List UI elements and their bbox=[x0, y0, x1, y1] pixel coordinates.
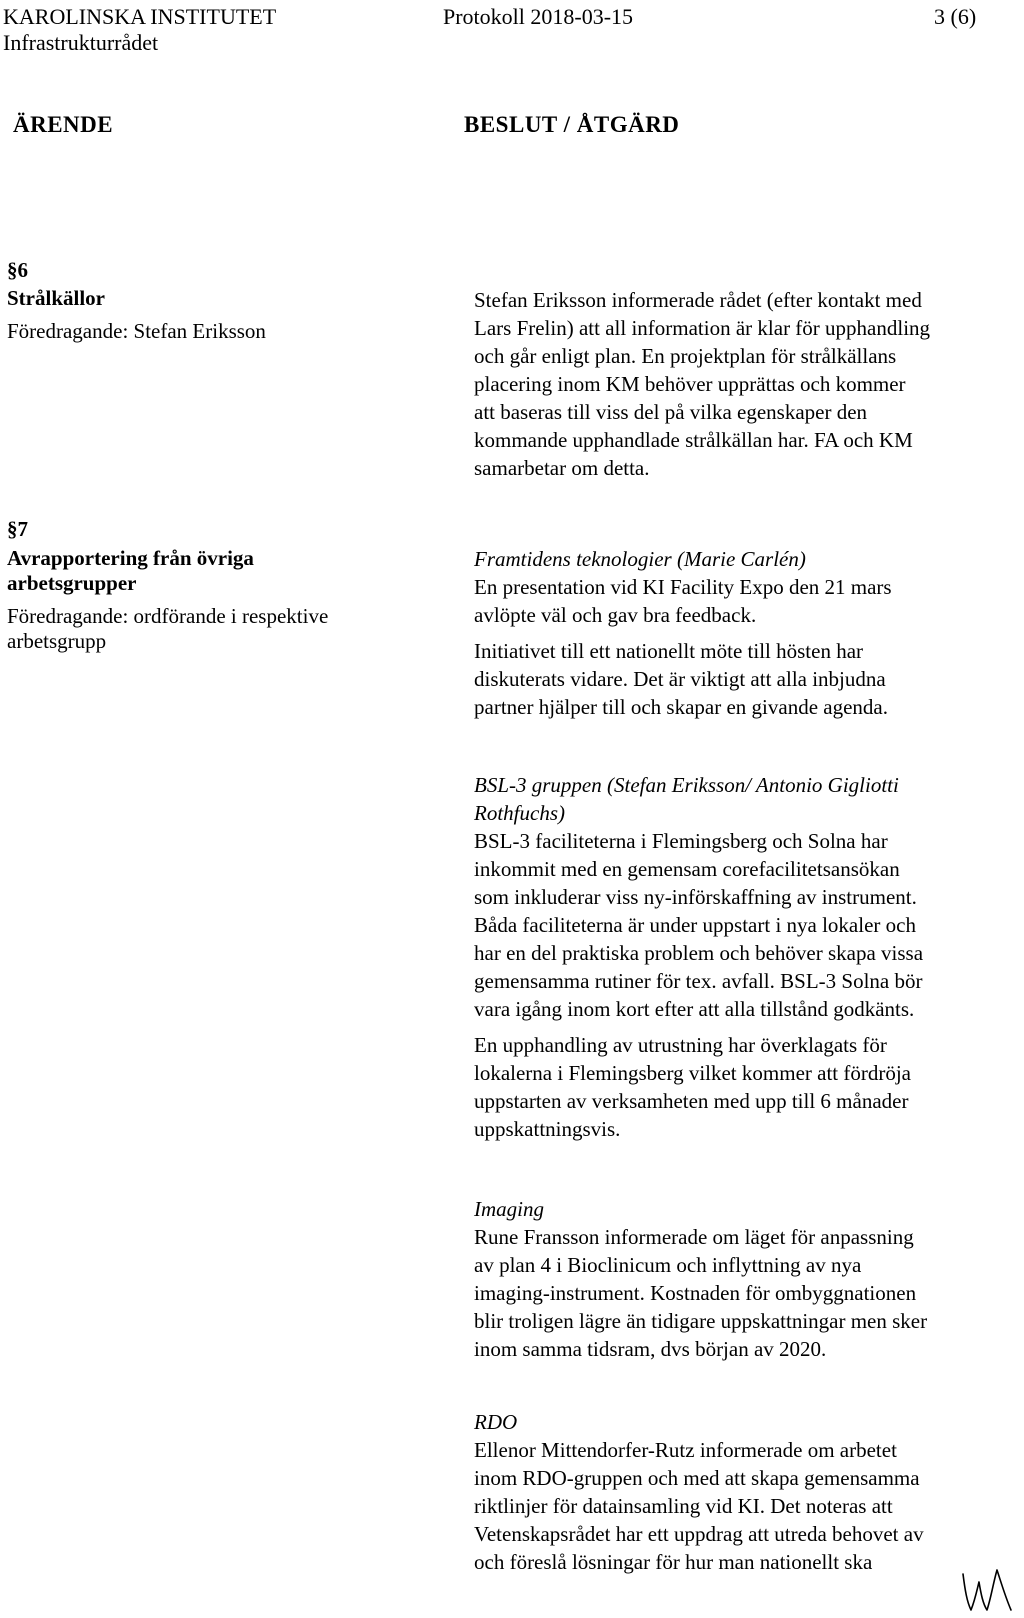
section-6-presenter: Föredragande: Stefan Eriksson bbox=[7, 319, 266, 343]
text-line: som inkluderar viss ny-införskaffning av instrument. bbox=[474, 885, 917, 909]
text-line: Stefan Eriksson informerade rådet (efter kontakt med bbox=[474, 288, 922, 312]
section-6-number: §6 bbox=[7, 258, 28, 282]
initials-signature bbox=[955, 1560, 1015, 1615]
text-line: En presentation vid KI Facility Expo den 21 mars bbox=[474, 575, 892, 599]
text-line: Vetenskapsrådet har ett uppdrag att utreda behovet av bbox=[474, 1522, 924, 1546]
framtid-block bbox=[474, 545, 1004, 721]
text-line: Båda faciliteterna är under uppstart i nya lokaler och bbox=[474, 913, 916, 937]
text-line: Lars Frelin) att all information är klar för upphandling bbox=[474, 316, 931, 340]
section-6-title: Strålkällor bbox=[7, 286, 105, 310]
text-line: blir troligen lägre än tidigare uppskattningar men sker bbox=[474, 1309, 928, 1333]
protocol-title: Protokoll 2018-03-15 bbox=[443, 4, 634, 29]
framtid-heading: Framtidens teknologier (Marie Carlén) bbox=[474, 547, 806, 571]
unit-name: Infrastrukturrådet bbox=[3, 30, 159, 55]
imaging-heading: Imaging bbox=[474, 1197, 544, 1221]
text-line: diskuterats vidare. Det är viktigt att alla inbjudna bbox=[474, 667, 886, 691]
text-line: och går enligt plan. En projektplan för strålkällans bbox=[474, 344, 897, 368]
text-line: Initiativet till ett nationellt möte till hösten har bbox=[474, 639, 864, 663]
imaging-block bbox=[474, 1195, 1004, 1363]
text-line: inom samma tidsram, dvs början av 2020. bbox=[474, 1337, 827, 1361]
text-line: uppskattningsvis. bbox=[474, 1117, 621, 1141]
text-line: BSL-3 faciliteterna i Flemingsberg och Solna har bbox=[474, 829, 888, 853]
text-line: har en del praktiska problem och behöver skapa vissa bbox=[474, 941, 924, 965]
section-7-left bbox=[7, 517, 427, 654]
text-line: inkommit med en gemensam corefacilitetsansökan bbox=[474, 857, 900, 881]
section-7-presenter-line2: arbetsgrupp bbox=[7, 629, 107, 653]
bsl-block bbox=[474, 771, 1004, 1143]
text-line: av plan 4 i Bioclinicum och inflyttning av nya bbox=[474, 1253, 862, 1277]
text-line: imaging-instrument. Kostnaden för ombyggnationen bbox=[474, 1281, 917, 1305]
text-line: placering inom KM behöver upprättas och kommer bbox=[474, 372, 906, 396]
beslut-heading: BESLUT / ÅTGÄRD bbox=[464, 112, 680, 137]
section-6-left bbox=[7, 258, 407, 344]
text-line: inom RDO-gruppen och med att skapa gemensamma bbox=[474, 1466, 920, 1490]
arende-heading: ÄRENDE bbox=[13, 112, 114, 137]
text-line: avlöpte väl och gav bra feedback. bbox=[474, 603, 757, 627]
org-name: KAROLINSKA INSTITUTET bbox=[3, 4, 277, 29]
section-7-title-line2: arbetsgrupper bbox=[7, 571, 137, 595]
section-7-title-line1: Avrapportering från övriga bbox=[7, 546, 254, 570]
bsl-heading-line1: BSL-3 gruppen (Stefan Eriksson/ Antonio Gigliotti bbox=[474, 773, 899, 797]
rdo-block bbox=[474, 1408, 1004, 1576]
text-line: gemensamma rutiner för tex. avfall. BSL-3 Solna bör bbox=[474, 969, 923, 993]
section-7-presenter-line1: Föredragande: ordförande i respektive bbox=[7, 604, 329, 628]
text-line: och föreslå lösningar för hur man nationellt ska bbox=[474, 1550, 873, 1574]
text-line: uppstarten av verksamheten med upp till 6 månader bbox=[474, 1089, 909, 1113]
text-line: En upphandling av utrustning har överklagats för bbox=[474, 1033, 887, 1057]
text-line: vara igång inom kort efter att alla tillstånd godkänts. bbox=[474, 997, 915, 1021]
text-line: lokalerna i Flemingsberg vilket kommer att fördröja bbox=[474, 1061, 912, 1085]
text-line: Rune Fransson informerade om läget för anpassning bbox=[474, 1225, 914, 1249]
text-line: att baseras till viss del på vilka egenskaper den bbox=[474, 400, 868, 424]
text-line: riktlinjer för datainsamling vid KI. Det noteras att bbox=[474, 1494, 893, 1518]
text-line: samarbetar om detta. bbox=[474, 456, 650, 480]
section-6-decision bbox=[474, 286, 1004, 482]
bsl-heading-line2: Rothfuchs) bbox=[474, 801, 565, 825]
text-line: kommande upphandlade strålkällan har. FA och KM bbox=[474, 428, 913, 452]
text-line: Ellenor Mittendorfer-Rutz informerade om arbetet bbox=[474, 1438, 897, 1462]
page-number: 3 (6) bbox=[934, 4, 977, 29]
section-7-number: §7 bbox=[7, 517, 28, 541]
rdo-heading: RDO bbox=[474, 1410, 518, 1434]
text-line: partner hjälper till och skapar en givande agenda. bbox=[474, 695, 888, 719]
